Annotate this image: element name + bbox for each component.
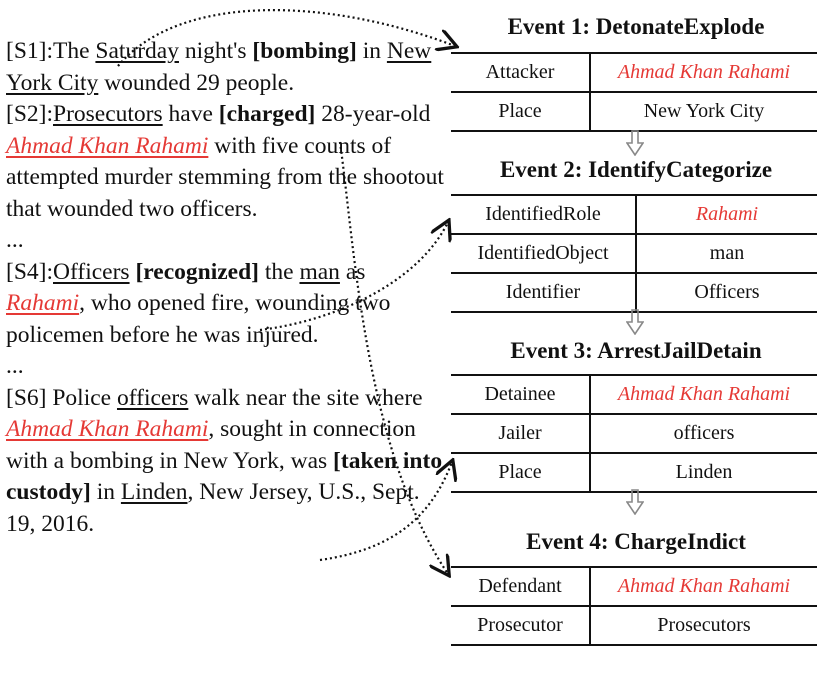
argument-row <box>451 567 817 606</box>
argument-value: Rahami <box>636 195 817 234</box>
sentence-text: the <box>259 258 300 285</box>
argument-value: Ahmad Khan Rahami <box>590 53 817 92</box>
argument-row <box>451 606 817 645</box>
sentence-text: The <box>53 38 96 64</box>
argument-mention: officers <box>116 384 189 411</box>
argument-mention: Saturday <box>95 38 179 64</box>
sentence-id: ... <box>6 353 24 379</box>
argument-value: Ahmad Khan Rahami <box>590 567 817 606</box>
argument-value: officers <box>590 414 817 453</box>
argument-table <box>451 566 817 646</box>
argument-role: Place <box>451 92 590 131</box>
sentence-text: , New Jersey, U.S., Sept. 19, 2016. <box>6 479 420 537</box>
argument-mention: Officers <box>53 258 130 285</box>
argument-value: man <box>636 234 817 273</box>
down-arrow-icon <box>626 489 644 515</box>
sentence-text: as <box>339 258 366 285</box>
sentence-id: [S4]: <box>6 258 53 285</box>
event-title: Event 4: ChargeIndict <box>526 529 746 554</box>
trigger-word: [recognized] <box>135 258 259 285</box>
event-title: Event 2: IdentifyCategorize <box>499 157 773 182</box>
argument-table <box>451 52 817 132</box>
argument-role: Prosecutor <box>451 606 590 645</box>
sentence-text: Police <box>46 384 117 411</box>
sentence <box>6 257 446 352</box>
down-arrow-icon <box>626 130 644 156</box>
argument-row <box>451 453 817 492</box>
argument-role: IdentifiedObject <box>451 234 636 273</box>
entity-mention: Rahami <box>6 290 80 316</box>
ellipsis <box>6 225 446 257</box>
sentence-text: have <box>162 101 219 127</box>
argument-table <box>451 374 817 493</box>
argument-row <box>451 375 817 414</box>
sentence <box>6 383 446 541</box>
argument-role: Place <box>451 453 590 492</box>
event-title: Event 3: ArrestJailDetain <box>510 338 762 363</box>
argument-role: Defendant <box>451 567 590 606</box>
down-arrow-icon <box>626 309 644 335</box>
sentence-text: night's <box>178 38 253 64</box>
entity-mention: Ahmad Khan Rahami <box>6 132 209 159</box>
ellipsis <box>6 351 446 383</box>
argument-role: Detainee <box>451 375 590 414</box>
argument-mention: New York City <box>6 38 432 96</box>
argument-value: Linden <box>590 453 817 492</box>
sentence-text: walk near the site where <box>188 384 423 411</box>
sentence-id: ... <box>6 227 24 253</box>
sentence-text: , sought in connection with a bombing in New York, was <box>6 416 416 474</box>
argument-row <box>451 92 817 131</box>
sentence <box>6 36 446 99</box>
argument-row <box>451 53 817 92</box>
sentence <box>6 99 446 225</box>
argument-role: Jailer <box>451 414 590 453</box>
sentence-text: wounded 29 people. <box>98 69 295 96</box>
trigger-word: [charged] <box>218 101 316 127</box>
argument-value: Officers <box>636 273 817 312</box>
sentence-text: , who opened fire, wounding two policemen before he was injured. <box>6 290 391 348</box>
argument-table <box>451 194 817 313</box>
argument-role: Identifier <box>451 273 636 312</box>
argument-value: Prosecutors <box>590 606 817 645</box>
argument-mention: Prosecutors <box>53 101 163 127</box>
argument-mention: Linden <box>120 479 188 505</box>
sentence-text: 28-year-old <box>315 101 431 127</box>
argument-value: Ahmad Khan Rahami <box>590 375 817 414</box>
sentence-id: [S6] <box>6 384 47 411</box>
argument-role: IdentifiedRole <box>451 195 636 234</box>
entity-mention: Ahmad Khan Rahami <box>6 416 209 442</box>
trigger-word: [taken into custody] <box>6 447 443 505</box>
argument-row <box>451 195 817 234</box>
sentence-text: in <box>356 38 387 64</box>
argument-row <box>451 414 817 453</box>
argument-row <box>451 273 817 312</box>
document-text <box>6 36 446 540</box>
trigger-word: [bombing] <box>252 38 357 64</box>
sentence-text: with five counts of attempted murder stemming from the shootout that wounded two officers. <box>6 132 444 222</box>
argument-row <box>451 234 817 273</box>
sentence-id: [S2]: <box>6 101 53 127</box>
argument-role: Attacker <box>451 53 590 92</box>
argument-value: New York City <box>590 92 817 131</box>
sentence-text: in <box>90 479 121 505</box>
argument-mention: man <box>299 258 340 285</box>
sentence-id: [S1]: <box>6 38 53 64</box>
event-title: Event 1: DetonateExplode <box>507 14 765 39</box>
